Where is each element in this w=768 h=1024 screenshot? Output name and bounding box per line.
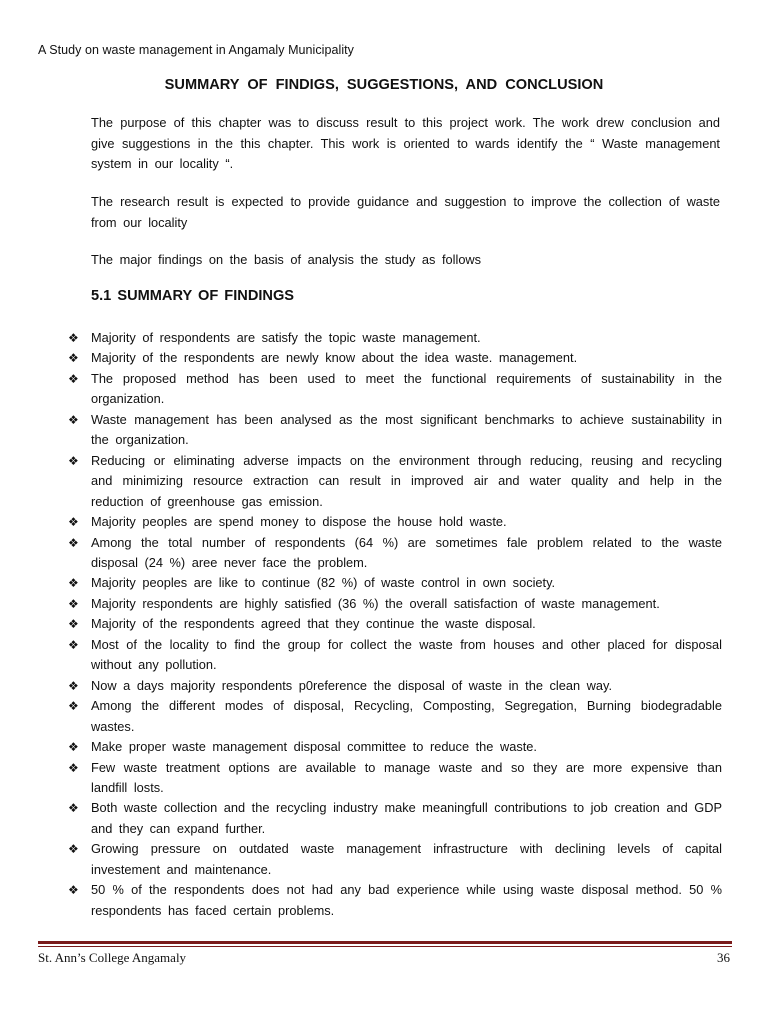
finding-item	[0, 533, 722, 574]
finding-text: Majority of respondents are satisfy the topic waste management.	[91, 330, 481, 345]
finding-item	[0, 573, 722, 593]
finding-text: Few waste treatment options are available to manage waste and so they are more expensive than landfill losts.	[91, 759, 722, 795]
intro-paragraph-2: The research result is expected to provide guidance and suggestion to improve the collection of waste from our locality	[91, 194, 720, 230]
diamond-bullet-icon: ❖	[68, 371, 79, 386]
finding-item	[0, 737, 722, 757]
finding-item	[0, 696, 722, 737]
finding-text: Majority peoples are spend money to dispose the house hold waste.	[91, 514, 507, 530]
diamond-bullet-icon: ❖	[68, 331, 79, 345]
finding-text: Majority peoples are like to continue (82 %) of waste control in own society.	[91, 575, 556, 591]
footer-college-name: St. Ann’s College Angamaly	[38, 950, 187, 965]
finding-text: Waste management has been analysed as the most significant benchmarks to achieve sustainability in the organization.	[91, 411, 722, 448]
footer-rule-thick	[38, 941, 732, 944]
diamond-bullet-icon: ❖	[68, 412, 79, 427]
page-number: 36	[717, 950, 730, 965]
diamond-bullet-icon: ❖	[68, 351, 79, 366]
diamond-bullet-icon: ❖	[68, 515, 79, 530]
diamond-bullet-icon: ❖	[68, 740, 79, 755]
diamond-bullet-icon: ❖	[68, 535, 79, 550]
findings-list	[0, 328, 768, 921]
finding-item	[0, 798, 722, 839]
finding-item	[0, 676, 722, 696]
diamond-bullet-icon: ❖	[68, 760, 79, 775]
finding-item	[0, 635, 722, 676]
diamond-bullet-icon: ❖	[68, 596, 79, 611]
diamond-bullet-icon: ❖	[68, 453, 79, 468]
finding-item	[0, 758, 722, 799]
running-header: A Study on waste management in Angamaly Municipality	[38, 43, 354, 57]
diamond-bullet-icon: ❖	[68, 576, 79, 591]
finding-item	[0, 839, 722, 880]
finding-text: Among the different modes of disposal, Recycling, Composting, Segregation, Burning biodegradable wastes.	[91, 698, 722, 734]
footer-rule-thin	[38, 946, 732, 947]
diamond-bullet-icon: ❖	[68, 637, 79, 652]
finding-text: Majority of the respondents are newly know about the idea waste. management.	[91, 350, 578, 366]
finding-text: 50 % of the respondents does not had any bad experience while using waste disposal method. 50 % respondents has faced certain problems.	[91, 882, 722, 918]
finding-item	[0, 369, 722, 410]
finding-text: Majority respondents are highly satisfied (36 %) the overall satisfaction of waste management.	[91, 595, 660, 611]
section-heading: 5.1 SUMMARY OF FINDINGS	[91, 288, 295, 304]
intro-paragraph-1: The purpose of this chapter was to discuss result to this project work. The work drew conclusion and give suggestions in the this chapter. This work is oriented to wards identify the “ Waste management system in our locality “.	[91, 115, 720, 171]
finding-item	[0, 512, 722, 532]
finding-text: Growing pressure on outdated waste management infrastructure with declining levels of capital investement and maintenance.	[91, 841, 722, 877]
finding-item	[0, 348, 722, 368]
diamond-bullet-icon: ❖	[68, 842, 79, 857]
finding-text: Majority of the respondents agreed that they continue the waste disposal.	[91, 616, 536, 632]
diamond-bullet-icon: ❖	[68, 678, 79, 693]
finding-text: The proposed method has been used to meet the functional requirements of sustainability in the organization.	[91, 370, 722, 407]
chapter-title: SUMMARY OF FINDIGS, SUGGESTIONS, AND CONCLUSION	[164, 77, 604, 93]
finding-text: Most of the locality to find the group for collect the waste from houses and other placed for disposal without any pollution.	[91, 636, 722, 673]
diamond-bullet-icon: ❖	[68, 617, 79, 632]
finding-item	[0, 451, 722, 512]
finding-item	[0, 328, 722, 348]
diamond-bullet-icon: ❖	[68, 883, 79, 898]
intro-paragraph-3: The major findings on the basis of analysis the study as follows	[91, 252, 482, 267]
finding-text: Now a days majority respondents p0reference the disposal of waste in the clean way.	[91, 677, 613, 693]
diamond-bullet-icon: ❖	[68, 801, 79, 816]
finding-text: Reducing or eliminating adverse impacts on the environment through reducing, reusing and recycling and minimizing resource extraction can result in improved air and water quality and help in the reduction of greenhouse gas emission.	[91, 452, 722, 509]
finding-item	[0, 410, 722, 451]
finding-text: Make proper waste management disposal committee to reduce the waste.	[91, 739, 537, 755]
finding-item	[0, 880, 722, 921]
finding-text: Both waste collection and the recycling industry make meaningfull contributions to job creation and GDP and they can expand further.	[91, 800, 722, 836]
finding-text: Among the total number of respondents (64 %) are sometimes fale problem related to the waste disposal (24 %) aree never face the problem.	[91, 534, 722, 570]
finding-item	[0, 594, 722, 614]
diamond-bullet-icon: ❖	[68, 699, 79, 714]
finding-item	[0, 614, 722, 634]
